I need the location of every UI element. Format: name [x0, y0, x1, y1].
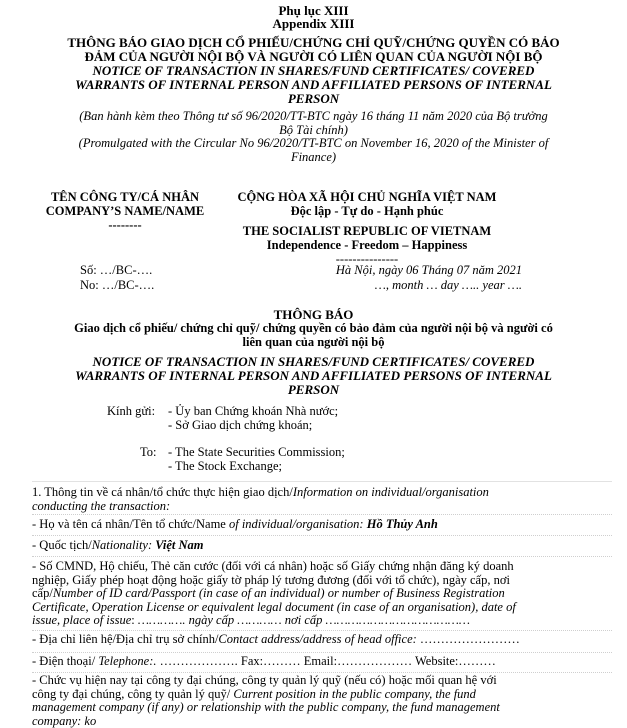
issuance-en-line: Finance): [0, 151, 627, 165]
field-position-line: công ty đại chúng, công ty quản lý quỹ/: [32, 687, 233, 701]
notice-subtitle-en: [0, 355, 627, 397]
field-name-value: Hồ Thủy Anh: [367, 517, 438, 531]
ref-so: Số: …/BC-….: [80, 263, 154, 278]
date-block: [316, 263, 522, 293]
section1-intro-vn: 1. Thông tin về cá nhân/tổ chức thực hiện giao dịch/: [32, 485, 293, 499]
issuance-note: [0, 110, 627, 164]
notice-subtitle-line: NOTICE OF TRANSACTION IN SHARES/FUND CERTIFICATES/ COVERED: [0, 355, 627, 369]
field-id-document: [32, 560, 612, 628]
field-id-line: nghiệp, Giấy phép hoạt động hoặc giấy tờ pháp lý tương đương (đối với tổ chức), ngày cấp, nơi: [32, 574, 612, 588]
field-name-label-vn: - Họ và tên cá nhân/Tên tổ chức/Name: [32, 517, 229, 531]
recipient-item: - The Stock Exchange;: [168, 459, 345, 473]
appendix-title: [0, 36, 627, 106]
field-address-label-en: Contact address/address of head office:: [218, 632, 419, 646]
date-vn: Hà Nội, ngày 06 Tháng 07 năm 2021: [316, 263, 522, 278]
field-position-line-en: company: ko: [32, 715, 612, 728]
notice-subtitle-line: Giao dịch cổ phiếu/ chứng chỉ quỹ/ chứng quyền có bảo đảm của người nội bộ và người có: [0, 322, 627, 336]
field-position-line-en: management company (if any) or relationship with the public company, the fund management: [32, 701, 612, 715]
divider: [32, 630, 612, 631]
recipient-item: - The State Securities Commission;: [168, 445, 345, 459]
field-position-line-en: Current position in the public company, the fund: [233, 687, 476, 701]
field-id-line-en: Certificate, Operation License or equivalent legal document (in case of an organisation), date of: [32, 601, 612, 615]
divider: [32, 556, 612, 557]
field-id-line-en: Number of ID card/Passport (in case of an individual) or number of Business Registration: [53, 586, 505, 600]
issuance-en-line: (Promulgated with the Circular No 96/2020/TT-BTC on November 16, 2020 of the Minister of: [0, 137, 627, 151]
field-id-colon: :: [131, 613, 138, 627]
recipient-item: - Ủy ban Chứng khoán Nhà nước;: [168, 404, 338, 418]
field-contact-values: ………………. Fax:……… Email:……………… Website:………: [157, 654, 496, 668]
republic-name-vn: CỘNG HÒA XÃ HỘI CHỦ NGHĨA VIỆT NAM: [222, 190, 512, 204]
section1-intro: [32, 486, 612, 513]
title-en-line: NOTICE OF TRANSACTION IN SHARES/FUND CERTIFICATES/ COVERED: [0, 64, 627, 78]
company-name-vn: TÊN CÔNG TY/CÁ NHÂN: [20, 190, 230, 204]
motto-vn: Độc lập - Tự do - Hạnh phúc: [222, 204, 512, 218]
recipient-kinh-gui-label: Kính gửi:: [107, 404, 155, 418]
title-en-line: WARRANTS OF INTERNAL PERSON AND AFFILIATED PERSONS OF INTERNAL: [0, 78, 627, 92]
republic-block: [222, 190, 512, 266]
company-name-block: [20, 190, 230, 232]
field-id-line: cấp/: [32, 586, 53, 600]
notice-heading: THÔNG BÁO: [0, 307, 627, 323]
field-position: [32, 674, 612, 728]
field-nationality-label-en: Nationality:: [92, 538, 156, 552]
divider: [32, 514, 612, 515]
divider: [32, 481, 612, 482]
company-separator: --------: [20, 218, 230, 232]
issuance-vn-line: (Ban hành kèm theo Thông tư số 96/2020/TT-BTC ngày 16 tháng 11 năm 2020 của Bộ trưởng: [0, 110, 627, 124]
notice-subtitle-line: WARRANTS OF INTERNAL PERSON AND AFFILIATED PERSONS OF INTERNAL: [0, 369, 627, 383]
ref-no: No: …/BC-….: [80, 278, 154, 293]
field-contact: [32, 655, 612, 669]
divider: [32, 535, 612, 536]
recipient-item: - Sở Giao dịch chứng khoán;: [168, 418, 338, 432]
company-name-en: COMPANY’S NAME/NAME: [20, 204, 230, 218]
reference-number: [80, 263, 154, 293]
republic-separator: ---------------: [222, 252, 512, 266]
field-address-value: ……………………: [420, 632, 520, 646]
notice-subtitle-line: PERSON: [0, 383, 627, 397]
section1-intro-en-cont: conducting the transaction:: [32, 500, 612, 514]
issuance-vn-line: Bộ Tài chính): [0, 124, 627, 138]
field-address-label-vn: - Địa chỉ liên hệ/Địa chỉ trụ sở chính/: [32, 632, 218, 646]
recipient-list-en: [168, 445, 345, 473]
recipient-to-label: To:: [140, 445, 157, 459]
title-vn-line: THÔNG BÁO GIAO DỊCH CỔ PHIẾU/CHỨNG CHỈ QUỸ/CHỨNG QUYỀN CÓ BẢO: [0, 36, 627, 50]
field-name-label-en: of individual/organisation:: [229, 517, 367, 531]
notice-subtitle-vn: [0, 322, 627, 349]
motto-en: Independence - Freedom – Happiness: [222, 238, 512, 252]
divider: [32, 652, 612, 653]
recipient-list-vn: [168, 404, 338, 432]
field-position-line: - Chức vụ hiện nay tại công ty đại chúng, công ty quản lý quỹ (nếu có) hoặc mối quan hệ với: [32, 674, 612, 688]
title-en-line: PERSON: [0, 92, 627, 106]
appendix-label-vn: Phụ lục XIII: [0, 4, 627, 18]
field-name: [32, 518, 612, 532]
field-address: [32, 633, 612, 647]
field-nationality-label-vn: - Quốc tịch/: [32, 538, 92, 552]
field-id-line: - Số CMND, Hộ chiếu, Thẻ căn cước (đối với cá nhân) hoặc số Giấy chứng nhận đăng ký doanh: [32, 560, 612, 574]
republic-name-en: THE SOCIALIST REPUBLIC OF VIETNAM: [222, 224, 512, 238]
field-nationality: [32, 539, 612, 553]
notice-subtitle-line: liên quan của người nội bộ: [0, 336, 627, 350]
field-id-blanks: …………. ngày cấp ………… nơi cấp …………………………………: [138, 613, 470, 627]
title-vn-line: ĐẢM CỦA NGƯỜI NỘI BỘ VÀ NGƯỜI CÓ LIÊN QUAN CỦA NGƯỜI NỘI BỘ: [0, 50, 627, 64]
appendix-label-en: Appendix XIII: [0, 17, 627, 31]
field-phone-label-en: Telephone:.: [98, 654, 156, 668]
date-en: …, month … day ….. year ….: [316, 278, 522, 293]
field-phone-label-vn: - Điện thoại/: [32, 654, 98, 668]
section1-intro-en: Information on individual/organisation: [293, 485, 489, 499]
field-nationality-value: Việt Nam: [155, 538, 203, 552]
field-id-line-en: issue, place of issue: [32, 613, 131, 627]
